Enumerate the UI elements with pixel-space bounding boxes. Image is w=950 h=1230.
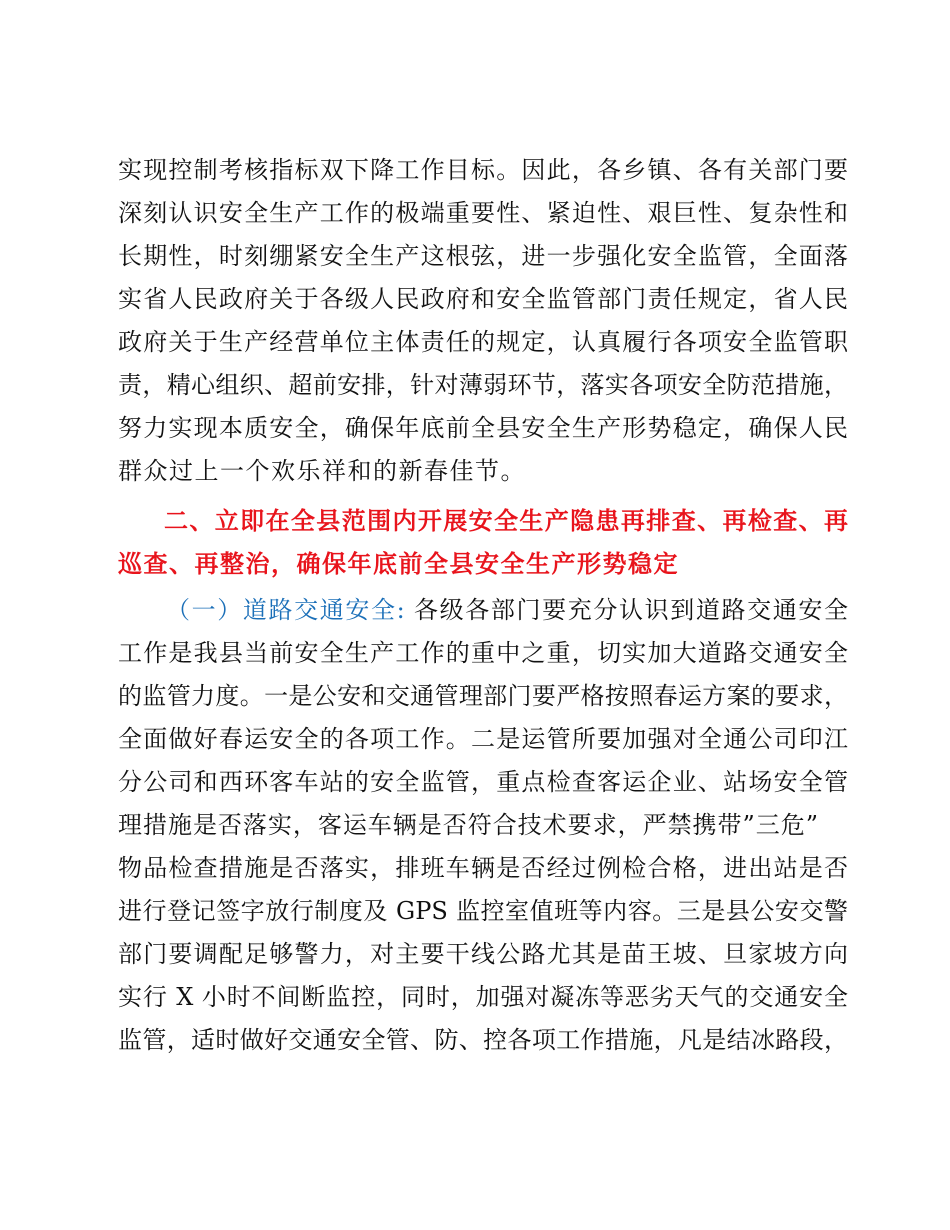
body-line: 实行 X 小时不间断监控，同时，加强对凝冻等恶劣天气的交通安全 bbox=[118, 983, 848, 1011]
body-line: 物品检查措施是否落实，排班车辆是否经过例检合格，进出站是否 bbox=[118, 854, 848, 882]
body-line: 深刻认识安全生产工作的极端重要性、紧迫性、艰巨性、复杂性和 bbox=[118, 199, 848, 227]
subsection-first-line-text: 各级各部门要充分认识到道路交通安全 bbox=[404, 596, 848, 624]
body-line: 长期性，时刻绷紧安全生产这根弦，进一步强化安全监管，全面落 bbox=[118, 242, 848, 270]
body-line: 工作是我县当前安全生产工作的重中之重，切实加大道路交通安全 bbox=[118, 639, 848, 667]
body-line: 责，精心组织、超前安排，针对薄弱环节，落实各项安全防范措施， bbox=[118, 371, 848, 399]
subsection-first-line bbox=[166, 590, 848, 630]
body-line: 努力实现本质安全，确保年底前全县安全生产形势稳定，确保人民 bbox=[118, 414, 848, 442]
body-line: 实现控制考核指标双下降工作目标。因此，各乡镇、各有关部门要 bbox=[118, 156, 848, 184]
body-line: 群众过上一个欢乐祥和的新春佳节。 bbox=[118, 457, 526, 485]
body-line: 实省人民政府关于各级人民政府和安全监管部门责任规定，省人民 bbox=[118, 285, 848, 313]
body-line: 分公司和西环客车站的安全监管，重点检查客运企业、站场安全管 bbox=[118, 768, 848, 796]
body-line: 进行登记签字放行制度及 GPS 监控室值班等内容。三是县公安交警 bbox=[118, 897, 848, 925]
body-line: 理措施是否落实，客运车辆是否符合技术要求，严禁携带”三危” bbox=[118, 811, 818, 839]
subsection-label: （一）道路交通安全: bbox=[166, 596, 405, 624]
body-line: 部门要调配足够警力，对主要干线公路尤其是苗王坡、旦家坡方向 bbox=[118, 940, 848, 968]
section-heading: 二、立即在全县范围内开展安全生产隐患再排查、再检查、再 bbox=[164, 506, 848, 535]
body-line: 的监管力度。一是公安和交通管理部门要严格按照春运方案的要求， bbox=[118, 682, 848, 710]
body-line: 全面做好春运安全的各项工作。二是运管所要加强对全通公司印江 bbox=[118, 725, 848, 753]
body-line: 政府关于生产经营单位主体责任的规定，认真履行各项安全监管职 bbox=[118, 328, 848, 356]
section-heading: 巡查、再整治，确保年底前全县安全生产形势稳定 bbox=[118, 549, 679, 578]
body-line: 监管，适时做好交通安全管、防、控各项工作措施，凡是结冰路段， bbox=[118, 1026, 848, 1054]
